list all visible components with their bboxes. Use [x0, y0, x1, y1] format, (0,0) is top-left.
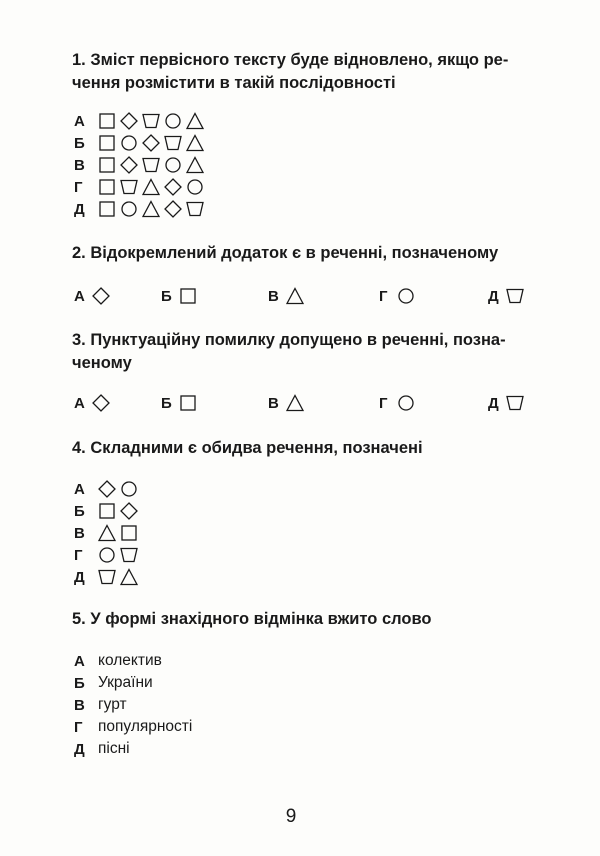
option-text: популярності: [98, 718, 193, 735]
triangle-icon: [98, 524, 116, 542]
triangle-icon: [186, 112, 204, 130]
option-letter: А: [74, 287, 85, 305]
diamond-icon: [98, 480, 116, 498]
option-letter: Д: [74, 568, 85, 586]
option-letter: В: [74, 524, 85, 542]
option-letter: Г: [379, 287, 388, 305]
option-letter: Д: [488, 394, 499, 412]
option-letter: В: [268, 394, 279, 412]
diamond-icon: [92, 394, 110, 412]
q5-option-h[interactable]: [74, 716, 192, 738]
option-letter: Б: [74, 134, 85, 152]
q4-option-b[interactable]: [74, 500, 138, 522]
trapezoid-icon: [164, 134, 182, 152]
option-letter: Б: [161, 394, 172, 412]
page-number: 9: [285, 806, 297, 827]
diamond-icon: [92, 287, 110, 305]
option-letter: В: [74, 696, 85, 714]
q1-option-h[interactable]: [74, 176, 204, 198]
option-letter: А: [74, 394, 85, 412]
triangle-icon: [142, 178, 160, 196]
trapezoid-icon: [120, 546, 138, 564]
q5-option-b[interactable]: [74, 672, 153, 694]
question-2-title: 2. Відокремлений додаток є в реченні, позначеному: [72, 244, 499, 262]
trapezoid-icon: [186, 200, 204, 218]
option-text: колектив: [98, 652, 162, 669]
question-3-line-2: ченому: [72, 354, 132, 372]
square-icon: [98, 178, 116, 196]
q5-option-v[interactable]: [74, 694, 127, 716]
trapezoid-icon: [120, 178, 138, 196]
q2-option-a[interactable]: [74, 285, 110, 307]
trapezoid-icon: [98, 568, 116, 586]
q2-option-h[interactable]: [379, 285, 415, 307]
trapezoid-icon: [142, 156, 160, 174]
square-icon: [120, 524, 138, 542]
q4-option-h[interactable]: [74, 544, 138, 566]
option-text: пісні: [98, 740, 130, 757]
question-3-line-1: 3. Пунктуаційну помилку допущено в реченні, позна-: [72, 331, 506, 349]
square-icon: [98, 200, 116, 218]
square-icon: [98, 134, 116, 152]
diamond-icon: [164, 178, 182, 196]
option-letter: А: [74, 112, 85, 130]
diamond-icon: [164, 200, 182, 218]
option-letter: В: [74, 156, 85, 174]
square-icon: [98, 156, 116, 174]
q3-option-b[interactable]: [161, 392, 197, 414]
question-1-line-1: 1. Зміст первісного тексту буде відновлено, якщо ре-: [72, 51, 509, 69]
square-icon: [179, 287, 197, 305]
q5-option-a[interactable]: [74, 650, 162, 672]
diamond-icon: [120, 156, 138, 174]
option-letter: Г: [74, 718, 83, 736]
option-letter: Б: [74, 674, 85, 692]
option-letter: Б: [74, 502, 85, 520]
option-letter: А: [74, 652, 85, 670]
q3-option-d[interactable]: [488, 392, 524, 414]
triangle-icon: [120, 568, 138, 586]
option-letter: Г: [379, 394, 388, 412]
q2-option-d[interactable]: [488, 285, 524, 307]
circle-icon: [120, 480, 138, 498]
q3-option-h[interactable]: [379, 392, 415, 414]
q4-option-v[interactable]: [74, 522, 138, 544]
option-letter: Г: [74, 178, 83, 196]
q3-option-v[interactable]: [268, 392, 304, 414]
trapezoid-icon: [142, 112, 160, 130]
circle-icon: [397, 394, 415, 412]
option-letter: Д: [74, 740, 85, 758]
square-icon: [98, 502, 116, 520]
question-1-line-2: чення розмістити в такій послідовності: [72, 74, 396, 92]
q1-option-a[interactable]: [74, 110, 204, 132]
option-letter: В: [268, 287, 279, 305]
circle-icon: [186, 178, 204, 196]
q1-option-v[interactable]: [74, 154, 204, 176]
square-icon: [98, 112, 116, 130]
question-3-title: [72, 329, 542, 375]
option-letter: Д: [488, 287, 499, 305]
option-letter: Г: [74, 546, 83, 564]
diamond-icon: [120, 502, 138, 520]
circle-icon: [120, 200, 138, 218]
q4-option-a[interactable]: [74, 478, 138, 500]
circle-icon: [397, 287, 415, 305]
trapezoid-icon: [506, 394, 524, 412]
q2-option-v[interactable]: [268, 285, 304, 307]
diamond-icon: [142, 134, 160, 152]
question-4-title: 4. Складними є обидва речення, позначені: [72, 439, 423, 457]
triangle-icon: [286, 394, 304, 412]
question-1-title: [72, 49, 542, 95]
option-letter: Б: [161, 287, 172, 305]
q1-option-d[interactable]: [74, 198, 204, 220]
circle-icon: [164, 112, 182, 130]
diamond-icon: [120, 112, 138, 130]
circle-icon: [98, 546, 116, 564]
circle-icon: [164, 156, 182, 174]
triangle-icon: [142, 200, 160, 218]
question-5-title: 5. У формі знахідного відмінка вжито слово: [72, 610, 432, 628]
q4-option-d[interactable]: [74, 566, 138, 588]
q2-option-b[interactable]: [161, 285, 197, 307]
triangle-icon: [186, 134, 204, 152]
trapezoid-icon: [506, 287, 524, 305]
triangle-icon: [186, 156, 204, 174]
option-letter: Д: [74, 200, 85, 218]
option-letter: А: [74, 480, 85, 498]
q1-option-b[interactable]: [74, 132, 204, 154]
q3-option-a[interactable]: [74, 392, 110, 414]
triangle-icon: [286, 287, 304, 305]
option-text: України: [98, 674, 153, 691]
option-text: гурт: [98, 696, 127, 713]
square-icon: [179, 394, 197, 412]
circle-icon: [120, 134, 138, 152]
q5-option-d[interactable]: [74, 738, 130, 760]
